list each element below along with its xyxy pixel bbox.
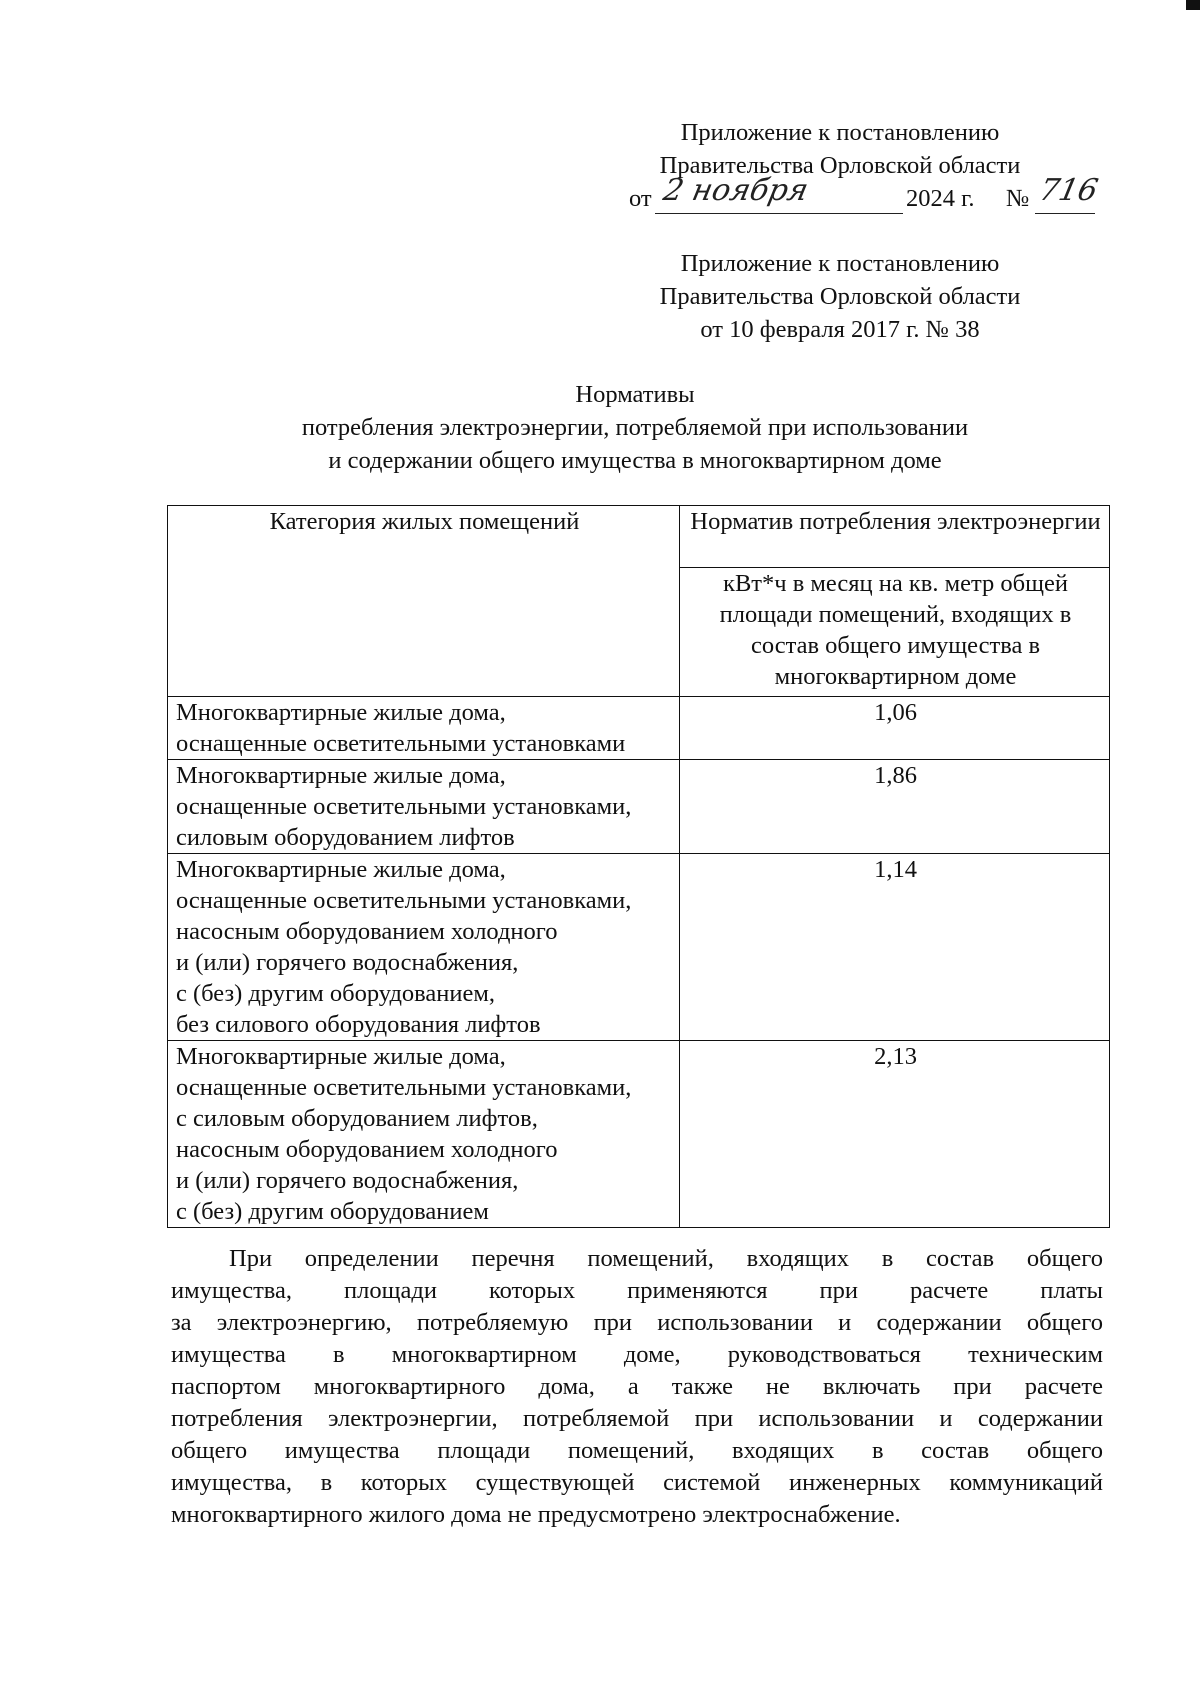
col-unit-header: кВт*ч в месяц на кв. метр общей площади помещений, входящих в состав общего имущества в многоквартирном доме — [680, 567, 1110, 696]
category-line: и (или) горячего водоснабжения, — [176, 1167, 519, 1194]
norm-value-cell: 1,06 — [680, 697, 1110, 760]
paragraph-line: многоквартирного жилого дома не предусмотрено электроснабжение. — [171, 1501, 901, 1528]
doc-subtitle-line2: и содержании общего имущества в многоквартирном доме — [328, 447, 942, 474]
category-cell — [168, 760, 680, 854]
paragraph-line: имущества, площади которых применяются при расчете платы — [171, 1277, 1103, 1304]
note-paragraph — [171, 1243, 1103, 1531]
category-cell — [168, 854, 680, 1041]
amend-from-prefix: от — [629, 185, 652, 212]
table-row — [168, 760, 1110, 854]
category-line: оснащенные осветительными установками — [176, 730, 626, 757]
amend-year: 2024 г. — [906, 185, 975, 212]
amend-number-sign: № — [1006, 185, 1030, 212]
doc-title: Нормативы — [575, 381, 695, 408]
category-line: насосным оборудованием холодного — [176, 918, 558, 945]
table-row — [168, 697, 1110, 760]
category-line: с силовым оборудованием лифтов, — [176, 1105, 538, 1132]
handwritten-date: 2 ноября — [660, 173, 812, 208]
col-category-header: Категория жилых помещений — [168, 506, 680, 697]
category-line: оснащенные осветительными установками, — [176, 1074, 632, 1101]
paragraph-line: паспортом многоквартирного дома, а также не включать при расчете — [171, 1373, 1103, 1400]
orig-header-line3: от 10 февраля 2017 г. № 38 — [700, 316, 980, 343]
category-cell — [168, 697, 680, 760]
category-line: оснащенные осветительными установками, — [176, 793, 632, 820]
category-line: Многоквартирные жилые дома, — [176, 699, 506, 726]
category-line: с (без) другим оборудованием — [176, 1198, 489, 1225]
col-norm-header: Норматив потребления электроэнергии — [680, 506, 1110, 568]
norm-value-cell: 2,13 — [680, 1041, 1110, 1228]
paragraph-line: потребления электроэнергии, потребляемой при использовании и содержании — [171, 1405, 1103, 1432]
table-row — [168, 1041, 1110, 1228]
paragraph-line: за электроэнергию, потребляемую при использовании и содержании общего — [171, 1309, 1103, 1336]
paragraph-line: общего имущества площади помещений, входящих в состав общего — [171, 1437, 1103, 1464]
table-header-row — [168, 506, 1110, 568]
paragraph-line: имущества, в которых существующей системой инженерных коммуникаций — [171, 1469, 1103, 1496]
category-line: насосным оборудованием холодного — [176, 1136, 558, 1163]
category-line: Многоквартирные жилые дома, — [176, 762, 506, 789]
orig-header-line2: Правительства Орловской области — [659, 283, 1021, 310]
category-line: Многоквартирные жилые дома, — [176, 856, 506, 883]
norms-table — [167, 505, 1110, 1228]
orig-header-line1: Приложение к постановлению — [680, 250, 1000, 277]
norm-value-cell: 1,86 — [680, 760, 1110, 854]
category-line: оснащенные осветительными установками, — [176, 887, 632, 914]
category-line: без силового оборудования лифтов — [176, 1011, 541, 1038]
category-line: силовым оборудованием лифтов — [176, 824, 515, 851]
category-line: Многоквартирные жилые дома, — [176, 1043, 506, 1070]
table-row — [168, 854, 1110, 1041]
paragraph-line: имущества в многоквартирном доме, руководствоваться техническим — [171, 1341, 1103, 1368]
norm-value-cell: 1,14 — [680, 854, 1110, 1041]
doc-subtitle-line1: потребления электроэнергии, потребляемой при использовании — [301, 414, 969, 441]
date-underline — [655, 213, 903, 214]
handwritten-number: 716 — [1036, 173, 1101, 208]
paragraph-line: При определении перечня помещений, входящих в состав общего — [229, 1245, 1103, 1272]
category-line: с (без) другим оборудованием, — [176, 980, 496, 1007]
amend-header-line2: Правительства Орловской области — [659, 152, 1021, 179]
category-line: и (или) горячего водоснабжения, — [176, 949, 519, 976]
number-underline — [1035, 213, 1095, 214]
scan-corner-mark — [1186, 0, 1200, 10]
category-cell — [168, 1041, 680, 1228]
amend-header-line1: Приложение к постановлению — [680, 119, 1000, 146]
